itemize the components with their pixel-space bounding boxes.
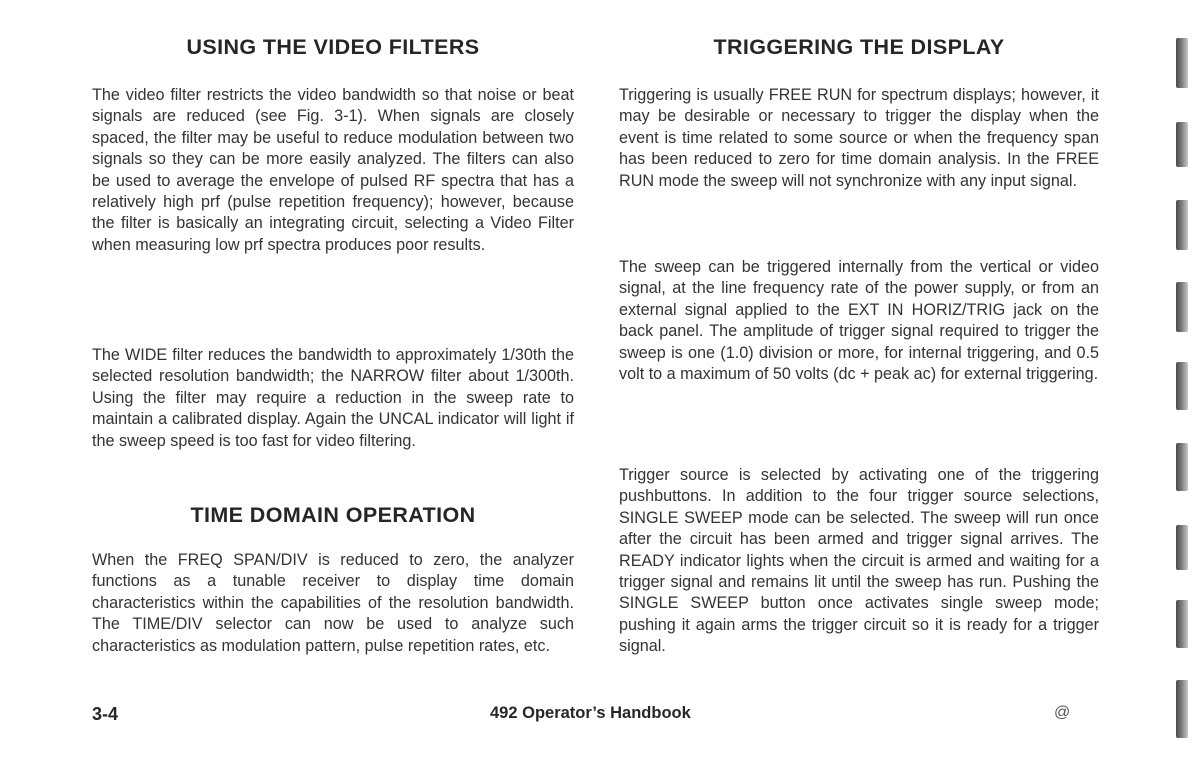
binding-tab [1176,600,1188,648]
heading-video-filters: USING THE VIDEO FILTERS [186,35,480,59]
binding-tab [1176,443,1188,491]
binding-tab [1176,282,1188,332]
binding-tab [1176,680,1188,738]
paragraph-single-sweep: Trigger source is selected by activating one of the triggering pushbuttons. In addition to the four trigger source selections, SINGLE SWEEP mode can be selected. The sweep will run once after the circuit has been armed and trigger signal arrives. The READY indicator lights when the circuit is armed and waiting for a trigger signal and remains lit until the sweep has run. Pushing the SINGLE SWEEP button once activates single sweep mode; pushing it again arms the trigger circuit so it is ready for a trigger signal. [619,466,1099,656]
binding-tab [1176,362,1188,410]
binding-tab [1176,525,1188,570]
paragraph-free-run: Triggering is usually FREE RUN for spectrum displays; however, it may be desirable or necessary to trigger the display when the event is time related to some source or when the frequency span has been reduced to zero for time domain analysis. In the FREE RUN mode the sweep will not synchronize with any input signal. [619,86,1099,190]
copyright-mark: @ [1054,704,1071,721]
binding-tab [1176,200,1188,250]
binding-tab [1176,122,1188,167]
paragraph-video-filter-intro: The video filter restricts the video bandwidth so that noise or beat signals are reduced (see Fig. 3-1). When signals are closely spaced, the filter may be useful to reduce modulation between two signals so they can be more easily analyzed. The filters can also be used to average the envelope of pulsed RF spectra that has a relatively high prf (pulse repetition frequency); however, because the filter is basically an integrating circuit, selecting a Video Filter when measuring low prf spectra produces poor results. [92,86,574,254]
paragraph-trigger-sources: The sweep can be triggered internally from the vertical or video signal, at the line frequency rate of the power supply, or from an external signal applied to the EXT IN HORIZ/TRIG jack on the back panel. The amplitude of trigger signal required to trigger the sweep is one (1.0) division or more, for internal triggering, and 0.5 volt to a maximum of 50 volts (dc + peak ac) for external triggering. [619,258,1099,384]
paragraph-time-domain: When the FREQ SPAN/DIV is reduced to zero, the analyzer functions as a tunable receiver to display time domain characteristics within the capabilities of the resolution bandwidth. The TIME/DIV selector can now be used to analyze such characteristics as modulation pattern, pulse repetition rates, etc. [92,551,574,655]
paragraph-wide-narrow-filter: The WIDE filter reduces the bandwidth to approximately 1/30th the selected resolution bandwidth; the NARROW filter about 1/300th. Using the filter may require a reduction in the sweep rate to maintain a calibrated display. Again the UNCAL indicator will light if the sweep speed is too fast for video filtering. [92,346,574,450]
footer-title: 492 Operator’s Handbook [490,704,691,722]
binding-tab [1176,38,1188,88]
heading-time-domain: TIME DOMAIN OPERATION [190,503,476,527]
page-number: 3-4 [92,704,119,724]
heading-triggering: TRIGGERING THE DISPLAY [713,35,1005,59]
